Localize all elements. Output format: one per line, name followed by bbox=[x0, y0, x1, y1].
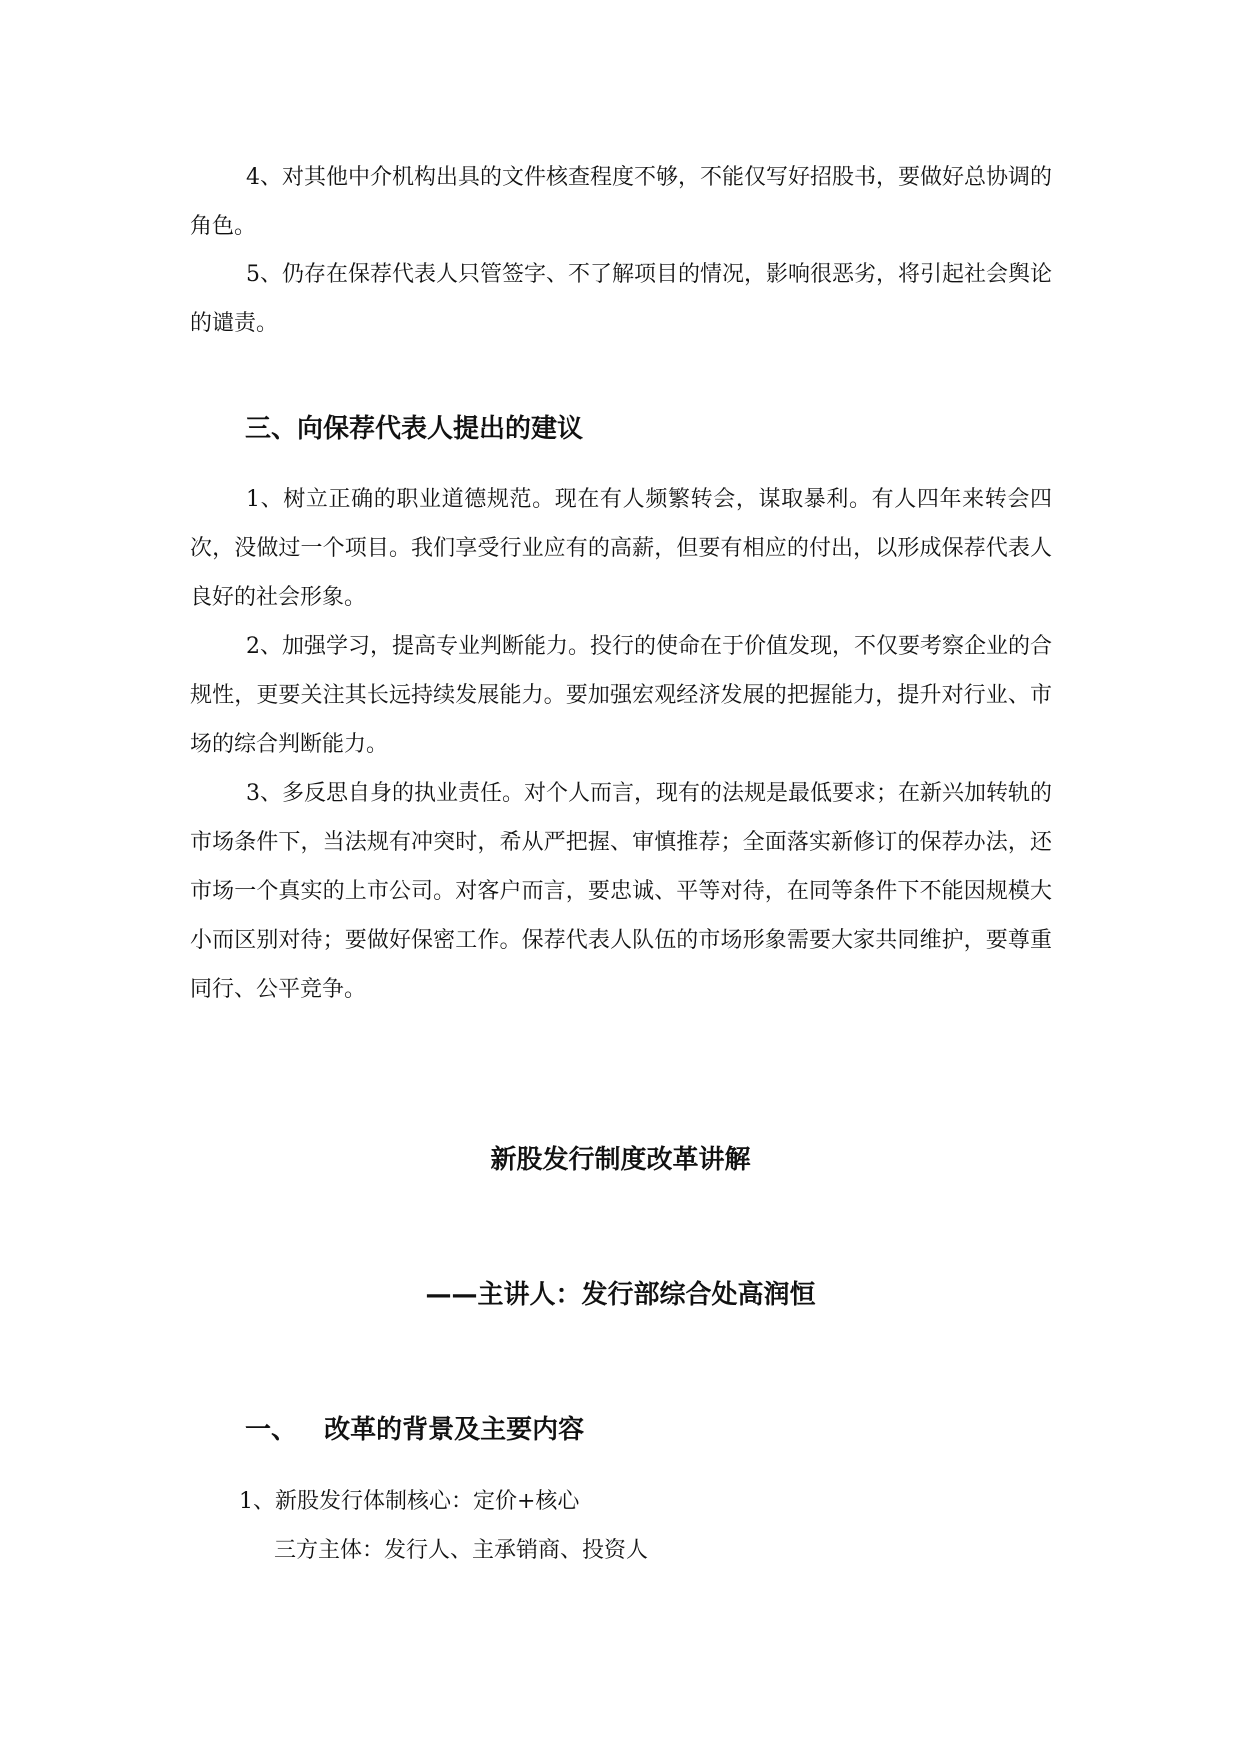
section-3-item-3: 3、多反思自身的执业责任。对个人而言，现有的法规是最低要求；在新兴加转轨的市场条件下，当法规有冲突时，希从严把握、审慎推荐；全面落实新修订的保荐办法，还市场一个真实的上市公司。对客户而言，要忠诚、平等对待，在同等条件下不能因规模大小而区别对待；要做好保密工作。保荐代表人队伍的市场形象需要大家共同维护，要尊重同行、公平竞争。 bbox=[190, 781, 1052, 1002]
lecture-title: 新股发行制度改革讲解 bbox=[490, 1145, 751, 1175]
section-1-item-1: 1、新股发行体制核心：定价+核心 bbox=[239, 1489, 580, 1514]
section-3-heading: 三、向保荐代表人提出的建议 bbox=[245, 414, 584, 444]
section-3-item-1: 1、树立正确的职业道德规范。现在有人频繁转会，谋取暴利。有人四年来转会四次，没做过一个项目。我们享受行业应有的高薪，但要有相应的付出，以形成保荐代表人良好的社会形象。 bbox=[190, 487, 1052, 610]
section-1-heading: 一、 改革的背景及主要内容 bbox=[245, 1415, 585, 1445]
section-1-item-1-sub: 三方主体：发行人、主承销商、投资人 bbox=[274, 1538, 649, 1563]
lecture-speaker: ——主讲人：发行部综合处高润恒 bbox=[425, 1280, 816, 1310]
section-3-item-2: 2、加强学习，提高专业判断能力。投行的使命在于价值发现，不仅要考察企业的合规性，更要关注其长远持续发展能力。要加强宏观经济发展的把握能力，提升对行业、市场的综合判断能力。 bbox=[190, 634, 1052, 757]
paragraph-item-5: 5、仍存在保荐代表人只管签字、不了解项目的情况，影响很恶劣，将引起社会舆论的谴责。 bbox=[190, 262, 1052, 336]
paragraph-item-4: 4、对其他中介机构出具的文件核查程度不够，不能仅写好招股书，要做好总协调的角色。 bbox=[190, 165, 1052, 239]
